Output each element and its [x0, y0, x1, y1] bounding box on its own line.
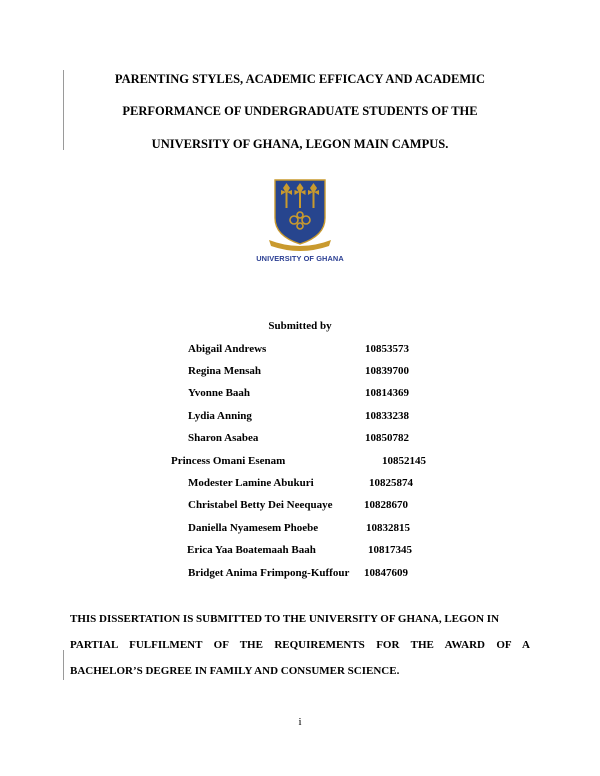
student-id: 10850782	[365, 432, 409, 444]
student-name: Modester Lamine Abukuri	[188, 477, 314, 489]
statement-line-2: PARTIAL FULFILMENT OF THE REQUIREMENTS FOR THE AWARD OF A	[70, 639, 530, 651]
student-name: Christabel Betty Dei Neequaye	[188, 499, 333, 511]
title-line-1: PARENTING STYLES, ACADEMIC EFFICACY AND ACADEMIC	[114, 72, 486, 86]
page-number: i	[298, 716, 302, 728]
student-name: Yvonne Baah	[188, 387, 251, 399]
student-name: Daniella Nyamesem Phoebe	[188, 522, 319, 534]
submitted-by-label: Submitted by	[268, 320, 332, 332]
student-id: 10833238	[365, 410, 409, 422]
student-name: Abigail Andrews	[188, 343, 267, 355]
student-name: Regina Mensah	[188, 365, 262, 377]
student-name: Sharon Asabea	[188, 432, 259, 444]
student-id: 10825874	[369, 477, 413, 489]
statement-line-1: THIS DISSERTATION IS SUBMITTED TO THE UNIVERSITY OF GHANA, LEGON IN	[70, 613, 500, 625]
student-id: 10853573	[365, 343, 409, 355]
student-name: Bridget Anima Frimpong-Kuffour	[188, 567, 350, 579]
logo-caption: UNIVERSITY OF GHANA	[256, 254, 344, 263]
student-id: 10814369	[365, 387, 409, 399]
student-id: 10839700	[365, 365, 409, 377]
student-id: 10828670	[364, 499, 408, 511]
left-margin-line-bottom	[63, 650, 64, 680]
student-id: 10817345	[368, 544, 412, 556]
title-line-3: UNIVERSITY OF GHANA, LEGON MAIN CAMPUS.	[151, 137, 449, 151]
statement-line-3: BACHELOR’S DEGREE IN FAMILY AND CONSUMER SCIENCE.	[70, 665, 400, 677]
crest-icon	[245, 170, 355, 252]
student-name: Lydia Anning	[188, 410, 252, 422]
title-line-2: PERFORMANCE OF UNDERGRADUATE STUDENTS OF THE	[122, 104, 478, 118]
student-name: Erica Yaa Boatemaah Baah	[187, 544, 316, 556]
student-id: 10847609	[364, 567, 408, 579]
student-name: Princess Omani Esenam	[171, 455, 286, 467]
student-id: 10832815	[366, 522, 410, 534]
student-id: 10852145	[382, 455, 426, 467]
